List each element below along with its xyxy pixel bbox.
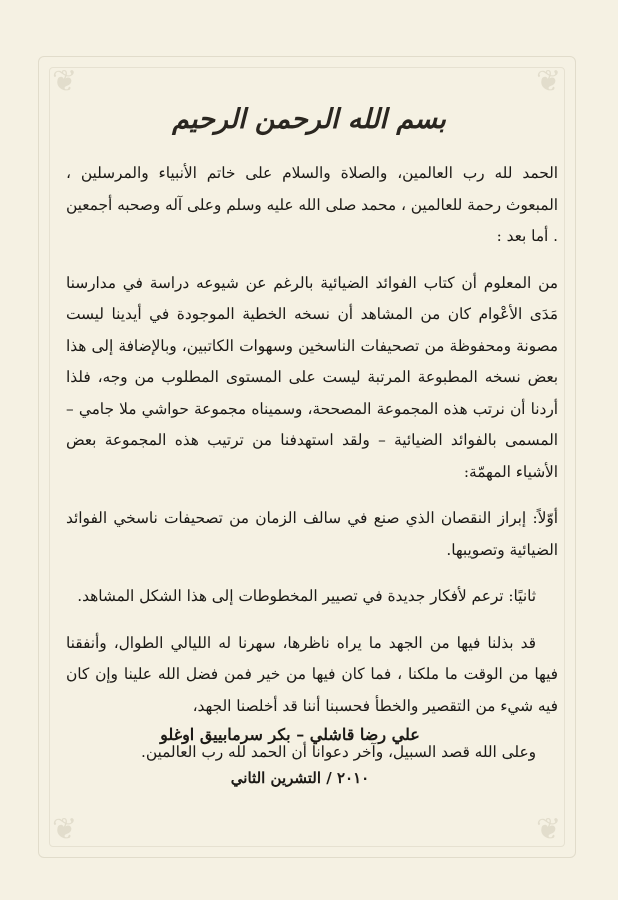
- basmala-calligraphy: بسم الله الرحمن الرحيم: [172, 104, 446, 135]
- author-signature: علي رضا قاشلي – بكر سرمابييق اوغلو: [160, 725, 420, 744]
- preface-text: [66, 158, 558, 769]
- frame-corner-ornament-bottom-right: ❦: [536, 812, 562, 847]
- paragraph-first-point: أوّلاً: إبراز النقصان الذي صنع في سالف الزمان من تصحيفات ناسخي الفوائد الضيائية وتصويبها.: [66, 509, 558, 559]
- frame-corner-ornament-bottom-left: ❦: [52, 812, 78, 847]
- frame-corner-ornament-top-left: ❦: [52, 64, 78, 99]
- date-line: ٢٠١٠ / التشرين الثاني: [230, 769, 370, 787]
- paragraph-introduction: من المعلوم أن كتاب الفوائد الضيائية بالرغم عن شيوعه دراسة في مدارسنا مَدَى الأعْوام كان من المشاهد أن نسخه الخطية الموجودة في أيدينا ليست مصونة ومحفوظة من تصحيفات الناسخين وسهوات الكاتبين، وبالإضافة إلى هذا بعض نسخه المطبوعة المرتبة ليست على المستوى المطلوب من وجه، فلذا أردنا أن نرتب هذه المجموعة المصححة، وسميناه مجموعة حواشي ملا جامي – المسمى بالفوائد الضيائية – ولقد استهدفنا من ترتيب هذه المجموعة بعض الأشياء المهمّة:: [66, 273, 558, 481]
- paragraph-effort: قد بذلنا فيها من الجهد ما يراه ناظرها، سهرنا له الليالي الطوال، وأنفقنا فيها من الوقت ما ملكنا ، فما كان فيها من خير فمن فضل الله علينا وإن كان فيه شيء من التقصير والخطأ فحسبنا أننا قد أخلصنا الجهد،: [66, 633, 558, 715]
- frame-corner-ornament-top-right: ❦: [536, 64, 562, 99]
- paragraph-opening: الحمد لله رب العالمين، والصلاة والسلام على خاتم الأنبياء والمرسلين ، المبعوث رحمة للعالمين ، محمد صلى الله عليه وسلم وعلى آله وصحبه أجمعين . أما بعد :: [66, 164, 558, 245]
- paragraph-second-point: ثانيًا: ترعم لأفكار جديدة في تصيير المخطوطات إلى هذا الشكل المشاهد.: [77, 587, 536, 605]
- paragraph-closing: وعلى الله قصد السبيل، وآخر دعوانا أن الحمد لله رب العالمين.: [140, 743, 536, 761]
